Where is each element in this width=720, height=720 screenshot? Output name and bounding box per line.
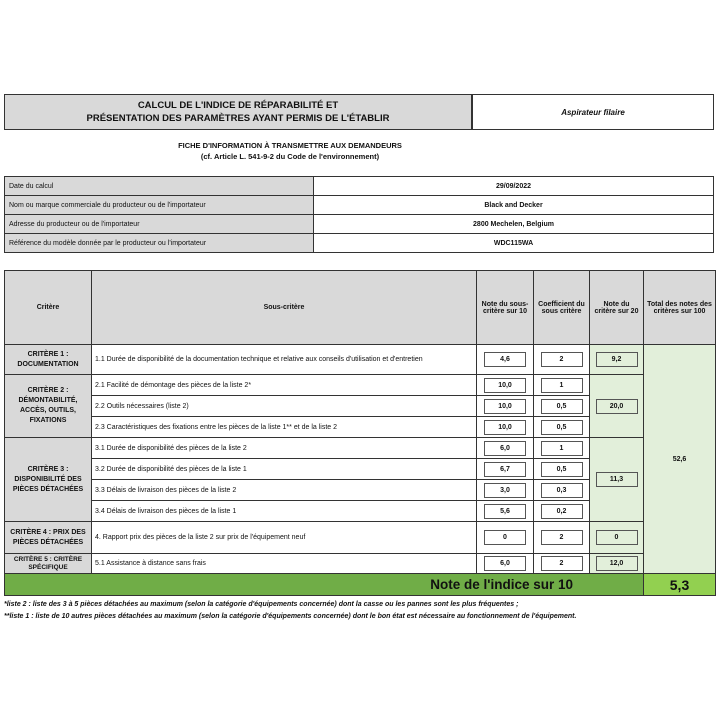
subcriterion-label: 2.1 Facilité de démontage des pièces de la liste 2* <box>92 375 477 396</box>
info-row <box>5 215 714 234</box>
subcriterion-coef <box>534 522 590 554</box>
subcriterion-coef <box>534 480 590 501</box>
note20-value: 11,3 <box>596 472 638 487</box>
index-label: Note de l'indice sur 10 <box>5 574 644 596</box>
subcriterion-coef <box>534 375 590 396</box>
fiche-heading <box>150 140 430 162</box>
subcriterion-note <box>477 375 534 396</box>
info-value: 29/09/2022 <box>314 177 714 196</box>
info-table <box>4 176 714 253</box>
criterion-1-line: CRITÈRE 1 : <box>27 350 69 358</box>
subcriterion-coef <box>534 417 590 438</box>
subcriterion-coef <box>534 438 590 459</box>
criterion-1 <box>5 345 92 375</box>
info-label: Référence du modèle donnée par le producteur ou l'importateur <box>5 234 314 253</box>
subcriterion-label: 5.1 Assistance à distance sans frais <box>92 554 477 574</box>
coef-value: 1 <box>541 441 583 456</box>
criterion-5-line: SPÉCIFIQUE <box>28 563 68 571</box>
coef-value: 0,2 <box>541 504 583 519</box>
criterion-3-line: DISPONIBILITÉ DES <box>14 475 82 483</box>
note-value: 4,6 <box>484 352 526 367</box>
note-value: 10,0 <box>484 378 526 393</box>
subcriterion-note <box>477 396 534 417</box>
criterion-5 <box>5 554 92 574</box>
criterion-2-line: ACCÈS, OUTILS, <box>19 407 76 414</box>
criterion-3 <box>5 438 92 522</box>
criterion-1-line: DOCUMENTATION <box>17 360 79 368</box>
note20-value: 9,2 <box>596 352 638 367</box>
index-value: 5,3 <box>644 574 716 596</box>
info-label: Date du calcul <box>5 177 314 196</box>
info-label: Adresse du producteur ou de l'importateur <box>5 215 314 234</box>
criterion-4 <box>5 522 92 554</box>
col-coef: Coefficient du sous critère <box>534 271 590 345</box>
criterion-2-line: CRITÈRE 2 : <box>27 387 69 394</box>
criterion-5-line: CRITÈRE 5 : CRITÈRE <box>13 555 83 563</box>
criterion-2-line: DÉMONTABILITÉ, <box>18 397 78 404</box>
criterion-note20 <box>590 375 644 438</box>
subcriterion-note <box>477 554 534 574</box>
info-row <box>5 196 714 215</box>
criterion-note20 <box>590 438 644 522</box>
note-value: 5,6 <box>484 504 526 519</box>
note-value: 6,7 <box>484 462 526 477</box>
col-total100: Total des notes des critères sur 100 <box>644 271 716 345</box>
subcriterion-label: 2.2 Outils nécessaires (liste 2) <box>92 396 477 417</box>
subcriterion-coef <box>534 501 590 522</box>
col-note20: Note du critère sur 20 <box>590 271 644 345</box>
total-100: 52,6 <box>644 345 716 574</box>
subcriterion-note <box>477 345 534 375</box>
coef-value: 0,5 <box>541 420 583 435</box>
criterion-note20 <box>590 345 644 375</box>
coef-value: 2 <box>541 530 583 545</box>
info-label: Nom ou marque commerciale du producteur ou de l'importateur <box>5 196 314 215</box>
info-row <box>5 234 714 253</box>
subcriterion-label: 2.3 Caractéristiques des fixations entre les pièces de la liste 1** et de la liste 2 <box>92 417 477 438</box>
note-value: 6,0 <box>484 556 526 571</box>
coef-value: 2 <box>541 352 583 367</box>
coef-value: 0,5 <box>541 399 583 414</box>
subcriterion-note <box>477 522 534 554</box>
info-row <box>5 177 714 196</box>
note20-value: 12,0 <box>596 556 638 571</box>
fiche-line-2: (cf. Article L. 541-9-2 du Code de l'environnement) <box>200 152 380 161</box>
table-row <box>5 438 716 459</box>
fiche-line-1: FICHE D'INFORMATION À TRANSMETTRE AUX DEMANDEURS <box>178 141 402 150</box>
note-value: 10,0 <box>484 399 526 414</box>
coef-value: 0,3 <box>541 483 583 498</box>
col-critere: Critère <box>5 271 92 345</box>
table-row <box>5 345 716 375</box>
note-value: 6,0 <box>484 441 526 456</box>
criterion-3-line: PIÈCES DÉTACHÉES <box>12 485 84 493</box>
criterion-2 <box>5 375 92 438</box>
note-value: 3,0 <box>484 483 526 498</box>
footnote-list-1: **liste 1 : liste de 10 autres pièces détachées au maximum (selon la catégorie d'équipements concernée) dont le bon état est nécessaire au fonctionnement de l'équipement. <box>4 613 577 620</box>
product-type: Aspirateur filaire <box>472 94 714 130</box>
criterion-note20 <box>590 554 644 574</box>
title-block <box>4 94 472 130</box>
subcriterion-note <box>477 438 534 459</box>
table-header-row <box>5 271 716 345</box>
subcriterion-note <box>477 417 534 438</box>
subcriterion-coef <box>534 396 590 417</box>
table-row <box>5 522 716 554</box>
index-row <box>5 574 716 596</box>
criterion-note20 <box>590 522 644 554</box>
criterion-4-line: CRITÈRE 4 : PRIX DES <box>10 528 86 536</box>
title-line-2: PRÉSENTATION DES PARAMÈTRES AYANT PERMIS DE L'ÉTABLIR <box>86 113 390 124</box>
subcriterion-label: 1.1 Durée de disponibilité de la documentation technique et relative aux conseils d'utilisation et d'entretien <box>92 345 477 375</box>
subcriterion-coef <box>534 345 590 375</box>
title-line-1: CALCUL DE L'INDICE DE RÉPARABILITÉ ET <box>137 100 339 111</box>
subcriterion-label: 3.4 Délais de livraison des pièces de la liste 1 <box>92 501 477 522</box>
table-row <box>5 375 716 396</box>
subcriterion-note <box>477 480 534 501</box>
col-note10: Note du sous-critère sur 10 <box>477 271 534 345</box>
subcriterion-label: 3.3 Délais de livraison des pièces de la liste 2 <box>92 480 477 501</box>
coef-value: 2 <box>541 556 583 571</box>
criterion-4-line: PIÈCES DÉTACHÉES <box>12 538 84 546</box>
subcriterion-coef <box>534 459 590 480</box>
info-value: WDC115WA <box>314 234 714 253</box>
subcriterion-coef <box>534 554 590 574</box>
note-value: 10,0 <box>484 420 526 435</box>
footnote-list-2: *liste 2 : liste des 3 à 5 pièces détachées au maximum (selon la catégorie d'équipements concernée) dont la casse ou les pannes sont les plus fréquentes ; <box>4 601 519 608</box>
subcriterion-label: 3.1 Durée de disponibilité des pièces de la liste 2 <box>92 438 477 459</box>
col-sous-critere: Sous-critère <box>92 271 477 345</box>
coef-value: 1 <box>541 378 583 393</box>
criterion-3-line: CRITÈRE 3 : <box>27 465 69 473</box>
note20-value: 0 <box>596 530 638 545</box>
table-row <box>5 554 716 574</box>
note-value: 0 <box>484 530 526 545</box>
subcriterion-note <box>477 501 534 522</box>
criterion-2-line: FIXATIONS <box>29 417 67 424</box>
subcriterion-label: 3.2 Durée de disponibilité des pièces de la liste 1 <box>92 459 477 480</box>
repairability-table <box>4 270 716 596</box>
note20-value: 20,0 <box>596 399 638 414</box>
coef-value: 0,5 <box>541 462 583 477</box>
subcriterion-label: 4. Rapport prix des pièces de la liste 2 sur prix de l'équipement neuf <box>92 522 477 554</box>
subcriterion-note <box>477 459 534 480</box>
info-value: Black and Decker <box>314 196 714 215</box>
info-value: 2800 Mechelen, Belgium <box>314 215 714 234</box>
